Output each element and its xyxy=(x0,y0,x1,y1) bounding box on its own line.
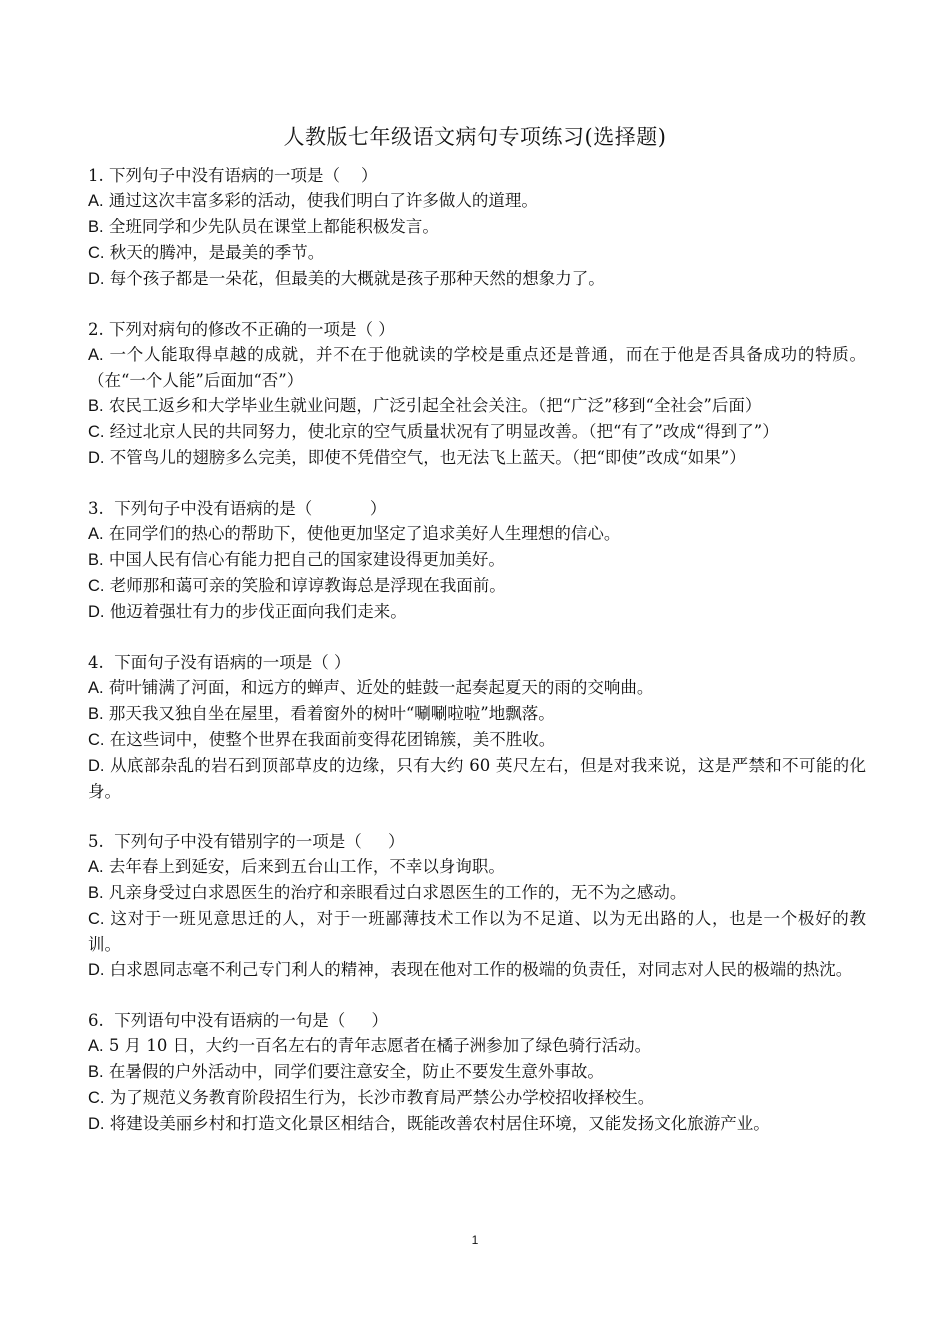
option-b xyxy=(88,1059,866,1085)
question-6 xyxy=(88,1008,866,1137)
option-c xyxy=(88,906,866,957)
option-a xyxy=(88,188,866,214)
option-text: 中国人民有信心有能力把自己的国家建设得更加美好。 xyxy=(103,550,505,569)
question-1 xyxy=(88,163,866,292)
option-text: 为了规范义务教育阶段招生行为，长沙市教育局严禁公办学校招收择校生。 xyxy=(104,1088,655,1107)
question-stem: 6. 下列语句中没有语病的一句是（ ） xyxy=(88,1011,388,1030)
option-a xyxy=(88,675,866,701)
option-letter: A. xyxy=(88,1037,104,1055)
option-text: 那天我又独自坐在屋里，看着窗外的树叶“唰唰啦啦”地飘落。 xyxy=(103,704,555,723)
option-text: 白求恩同志毫不利己专门利人的精神，表现在他对工作的极端的负责任，对同志对人民的极端的热沈。 xyxy=(104,960,853,979)
option-d xyxy=(88,1111,866,1137)
option-a xyxy=(88,854,866,880)
option-text: 荷叶铺满了河面，和远方的蝉声、近处的蛙鼓一起奏起夏天的雨的交响曲。 xyxy=(103,678,654,697)
page-title: 人教版七年级语文病句专项练习(选择题) xyxy=(283,125,667,149)
option-text: 这对于一班见意思迁的人，对于一班鄙薄技术工作以为不足道、以为无出路的人，也是一个极好的教训。 xyxy=(88,909,866,954)
option-a xyxy=(88,342,866,393)
question-stem: 5. 下列句子中没有错别字的一项是（ ） xyxy=(88,832,405,851)
option-b xyxy=(88,393,866,419)
option-letter: C. xyxy=(88,731,105,749)
question-list xyxy=(88,163,866,1162)
option-text: 从底部杂乱的岩石到顶部草皮的边缘，只有大约 60 英尺左右，但是对我来说，这是严禁和不可能的化身。 xyxy=(88,756,866,801)
option-text: 农民工返乡和大学毕业生就业问题，广泛引起全社会关注。（把“广泛”移到“全社会”后面） xyxy=(103,396,762,415)
question-5 xyxy=(88,829,866,983)
option-letter: C. xyxy=(88,1089,105,1107)
option-letter: A. xyxy=(88,858,104,876)
option-letter: B. xyxy=(88,397,104,415)
option-b xyxy=(88,701,866,727)
option-letter: C. xyxy=(88,577,105,595)
question-4 xyxy=(88,650,866,804)
option-c xyxy=(88,573,866,599)
option-text: 在这些词中，使整个世界在我面前变得花团锦簇，美不胜收。 xyxy=(104,730,556,749)
question-stem: 1. 下列句子中没有语病的一项是（ ） xyxy=(88,166,378,185)
option-c xyxy=(88,727,866,753)
option-letter: A. xyxy=(88,525,104,543)
option-a xyxy=(88,521,866,547)
option-text: 经过北京人民的共同努力，使北京的空气质量状况有了明显改善。（把“有了”改成“得到了”） xyxy=(104,422,779,441)
option-text: 他迈着强壮有力的步伐正面向我们走来。 xyxy=(104,602,407,621)
option-letter: B. xyxy=(88,1063,104,1081)
option-c xyxy=(88,240,866,266)
option-c xyxy=(88,419,866,445)
option-d xyxy=(88,445,866,471)
option-letter: C. xyxy=(88,244,105,262)
question-2 xyxy=(88,317,866,471)
option-letter: B. xyxy=(88,884,104,902)
option-text: 在同学们的热心的帮助下，使他更加坚定了追求美好人生理想的信心。 xyxy=(103,524,621,543)
option-letter: B. xyxy=(88,705,104,723)
option-text: 去年春上到延安，后来到五台山工作，不幸以身询职。 xyxy=(103,857,505,876)
option-letter: D. xyxy=(88,757,105,775)
option-text: 每个孩子都是一朵花，但最美的大概就是孩子那种天然的想象力了。 xyxy=(104,269,605,288)
option-text: 不管鸟儿的翅膀多么完美，即使不凭借空气，也无法飞上蓝天。（把“即使”改成“如果”） xyxy=(104,448,746,467)
option-c xyxy=(88,1085,866,1111)
option-text: 5 月 10 日，大约一百名左右的青年志愿者在橘子洲参加了绿色骑行活动。 xyxy=(103,1036,652,1055)
question-3 xyxy=(88,496,866,625)
option-b xyxy=(88,547,866,573)
option-text: 一个人能取得卓越的成就，并不在于他就读的学校是重点还是普通，而在于他是否具备成功的特质。（在“一个人能”后面加“否”） xyxy=(88,345,866,390)
option-letter: D. xyxy=(88,961,105,979)
option-text: 全班同学和少先队员在课堂上都能积极发言。 xyxy=(103,217,439,236)
option-a xyxy=(88,1033,866,1059)
option-text: 凡亲身受过白求恩医生的治疗和亲眼看过白求恩医生的工作的，无不为之感动。 xyxy=(103,883,687,902)
option-text: 在暑假的户外活动中，同学们要注意安全，防止不要发生意外事故。 xyxy=(103,1062,604,1081)
option-d xyxy=(88,599,866,625)
option-text: 通过这次丰富多彩的活动，使我们明白了许多做人的道理。 xyxy=(103,191,538,210)
option-letter: B. xyxy=(88,551,104,569)
option-letter: A. xyxy=(88,192,104,210)
option-d xyxy=(88,266,866,292)
question-stem: 4. 下面句子没有语病的一项是（ ） xyxy=(88,653,351,672)
option-b xyxy=(88,880,866,906)
page-number: 1 xyxy=(471,1233,479,1247)
option-letter: A. xyxy=(88,346,104,364)
option-d xyxy=(88,957,866,983)
option-letter: D. xyxy=(88,449,105,467)
option-text: 老师那和蔼可亲的笑脸和谆谆教诲总是浮现在我面前。 xyxy=(104,576,506,595)
question-stem: 2. 下列对病句的修改不正确的一项是（ ） xyxy=(88,320,395,339)
option-letter: A. xyxy=(88,679,104,697)
option-letter: C. xyxy=(88,910,105,928)
option-letter: D. xyxy=(88,1115,105,1133)
option-letter: C. xyxy=(88,423,105,441)
option-b xyxy=(88,214,866,240)
option-letter: D. xyxy=(88,603,105,621)
option-letter: D. xyxy=(88,270,105,288)
option-d xyxy=(88,753,866,804)
option-text: 秋天的腾冲，是最美的季节。 xyxy=(104,243,325,262)
question-stem: 3. 下列句子中没有语病的是（ ） xyxy=(88,499,387,518)
option-letter: B. xyxy=(88,218,104,236)
option-text: 将建设美丽乡村和打造文化景区相结合，既能改善农村居住环境，又能发扬文化旅游产业。 xyxy=(104,1114,770,1133)
